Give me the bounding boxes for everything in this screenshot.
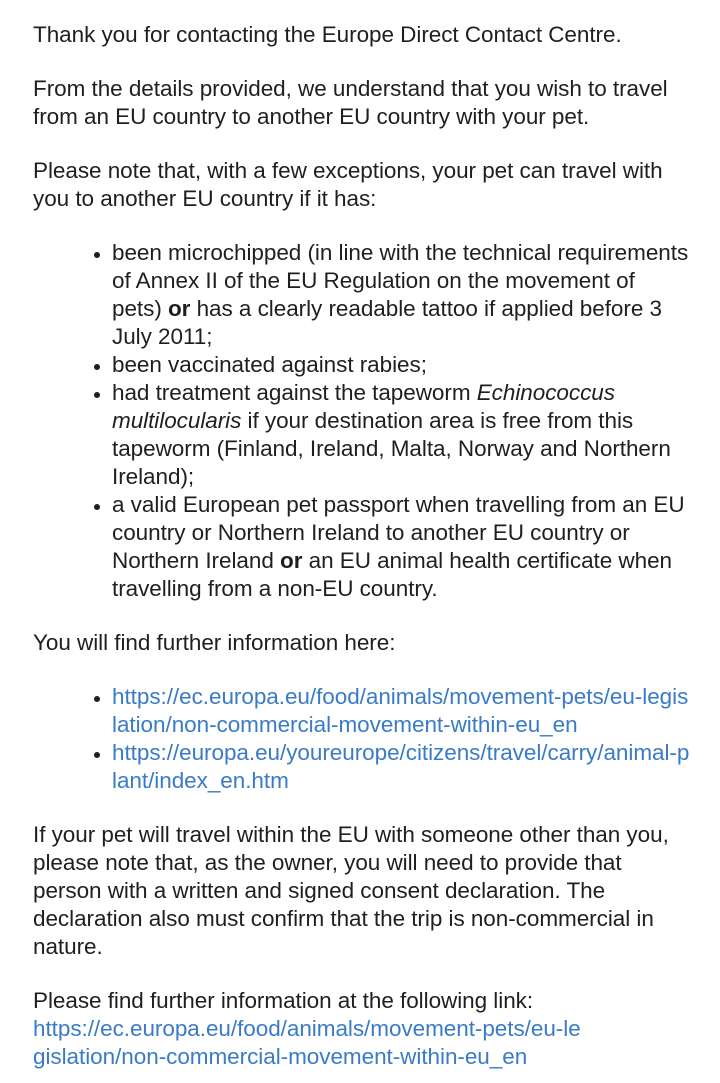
greeting-paragraph: Thank you for contacting the Europe Direct Contact Centre.: [33, 22, 622, 47]
final-info-link[interactable]: https://ec.europa.eu/food/animals/movement-pets/eu-legislation/non-commercial-movement-within-eu_en: [33, 1016, 581, 1069]
link-item: [112, 683, 690, 739]
requirements-list: [33, 239, 690, 603]
final-info-paragraph: [33, 987, 690, 1071]
certificate-text: an EU animal health certificate when travelling from a non-EU country.: [112, 548, 673, 601]
tapeworm-text: had treatment against the tapeworm: [112, 380, 477, 405]
microchip-or: or: [167, 296, 191, 321]
intro-paragraph: From the details provided, we understand that you wish to travel from an EU country to another EU country with your pet.: [33, 76, 668, 129]
tapeworm-species: Echinococcus multilocularis: [112, 380, 615, 433]
further-info-intro: You will find further information here:: [33, 630, 396, 655]
eu-legislation-link[interactable]: https://ec.europa.eu/food/animals/movement-pets/eu-legislation/non-commercial-movement-within-eu_en: [112, 684, 689, 737]
your-europe-link[interactable]: https://europa.eu/youreurope/citizens/travel/carry/animal-plant/index_en.htm: [112, 740, 690, 793]
requirement-passport: [112, 491, 690, 603]
passport-text: a valid European pet passport when travelling from an EU country or Northern Ireland to another EU country or Northern Ireland: [112, 492, 685, 573]
further-info-links: [33, 683, 690, 795]
microchip-tattoo-text: has a clearly readable tattoo if applied before 3 July 2011;: [112, 296, 662, 349]
microchip-text: been microchipped (in line with the technical requirements of Annex II of the EU Regulation on the movement of pets): [112, 240, 689, 321]
link-item: [112, 739, 690, 795]
tapeworm-destination-text: if your destination area is free from this tapeworm (Finland, Ireland, Malta, Norway and Northern Ireland);: [112, 408, 671, 489]
requirement-tapeworm: [112, 379, 690, 491]
requirement-rabies: • been vaccinated against rabies;: [112, 351, 690, 379]
passport-or: or: [280, 548, 303, 573]
requirement-microchip: [112, 239, 690, 351]
conditions-intro-paragraph: Please note that, with a few exceptions, your pet can travel with you to another EU country if it has:: [33, 158, 663, 211]
final-info-intro: Please find further information at the following link:: [33, 988, 534, 1013]
consent-paragraph: If your pet will travel within the EU with someone other than you, please note that, as the owner, you will need to provide that person with a written and signed consent declaration. The declaration also must confirm that the trip is non-commercial in nature.: [33, 822, 669, 959]
